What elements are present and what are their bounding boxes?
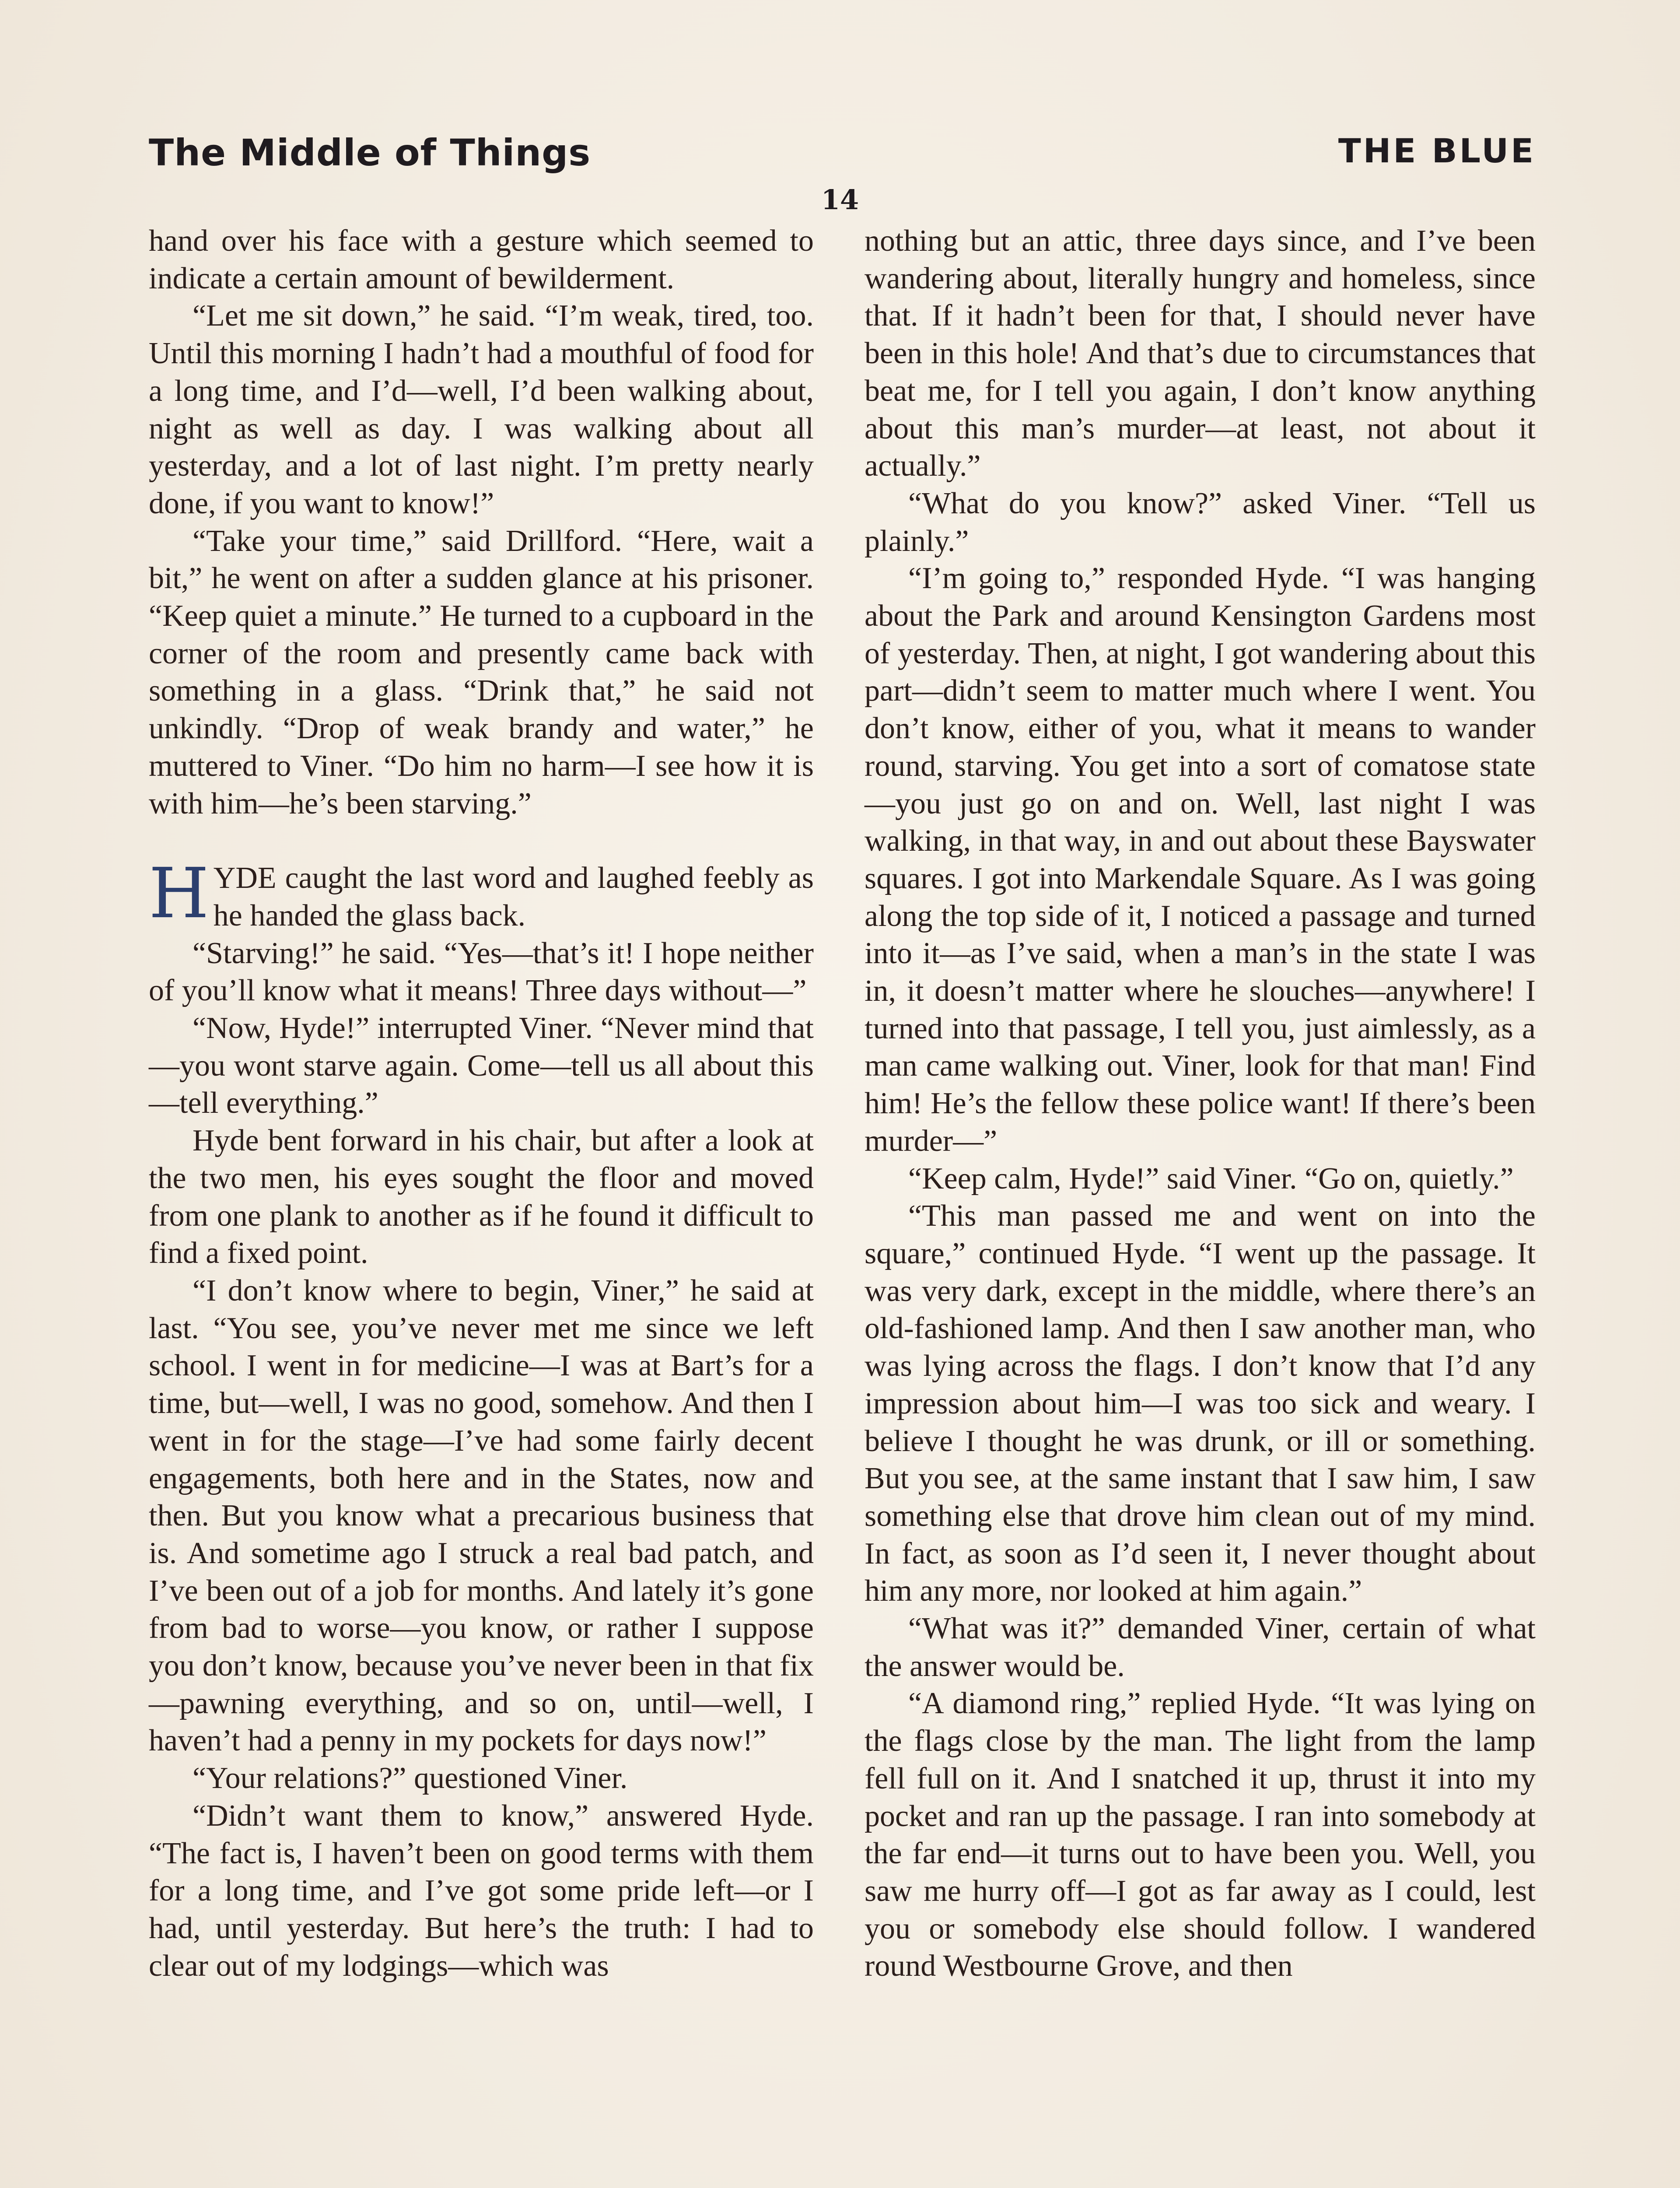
paragraph: Hyde bent forward in his chair, but after a look at the two men, his eyes sought the floor and moved from one plank to another as if he found it difficult to find a fixed point. <box>149 1124 814 1270</box>
paragraph: “What was it?” demanded Viner, certain of what the answer would be. <box>864 1612 1536 1683</box>
paragraph: “A diamond ring,” replied Hyde. “It was lying on the flags close by the man. The light from the lamp fell full on it. And I snatched it up, thrust it into my pocket and ran up the passage. I ran into somebody at the far end—it turns out to have been you. Well, you saw me hurry off—I got as far away as I could, lest you or somebody else should follow. I wandered round Westbourne Grove, and then <box>864 1687 1536 1983</box>
drop-cap-paragraph <box>149 853 814 934</box>
magazine-title: THE BLUE <box>1338 131 1536 170</box>
paragraph: “Let me sit down,” he said. “I’m weak, tired, too. Until this morning I hadn’t had a mouthful of food for a long time, and I’d—well, I’d been walking about, night as well as day. I was walking about all yesterday, and a lot of last night. I’m pretty nearly done, if you want to know!” <box>149 299 814 520</box>
paragraph: “Starving!” he said. “Yes—that’s it! I hope neither of you’ll know what it means! Three days without—” <box>149 936 814 1008</box>
right-column <box>864 222 1536 1985</box>
paragraph: “Take your time,” said Drillford. “Here, wait a bit,” he went on after a sudden glance at his prisoner. “Keep quiet a minute.” He turned to a cupboard in the corner of the room and presently came back with something in a glass. “Drink that,” he said not unkindly. “Drop of weak brandy and water,” he muttered to Viner. “Do him no harm—I see how it is with him—he’s been starving.” <box>149 524 814 820</box>
paragraph: nothing but an attic, three days since, and I’ve been wandering about, literally hungry and homeless, since that. If it hadn’t been for that, I should never have been in this hole! And that’s due to circumstances that beat me, for I tell you again, I don’t know anything about this man’s murder—at least, not about it actually.” <box>864 224 1536 483</box>
paragraph: “I’m going to,” responded Hyde. “I was hanging about the Park and around Kensington Gardens most of yesterday. Then, at night, I got wandering about this part—didn’t seem to matter much where I went. You don’t know, either of you, what it means to wander round, starving. You get into a sort of comatose state—you just go on and on. Well, last night I was walking, in that way, in and out about these Bayswater squares. I got into Markendale Square. As I was going along the top side of it, I noticed a passage and turned into it—as I’ve said, when a man’s in the state I was in, it doesn’t matter where he slouches—anywhere! I turned into that passage, I tell you, just aimlessly, as a man came walking out. Viner, look for that man! Find him! He’s the fellow these police want! If there’s been murder—” <box>864 561 1536 1158</box>
paragraph: hand over his face with a gesture which seemed to indicate a certain amount of bewilderment. <box>149 224 814 295</box>
drop-cap-rest: YDE <box>213 861 276 895</box>
paragraph: “What do you know?” asked Viner. “Tell us plainly.” <box>864 486 1536 558</box>
drop-cap-text: caught the last word and laughed feebly as he handed the glass back. <box>213 861 814 933</box>
paragraph: “Your relations?” questioned Viner. <box>192 1761 628 1795</box>
left-column <box>149 222 814 1985</box>
drop-cap-letter: H <box>149 853 209 934</box>
page-number: 14 <box>821 184 859 216</box>
paragraph: “Now, Hyde!” interrupted Viner. “Never mind that—you wont starve again. Come—tell us all about this—tell everything.” <box>149 1011 814 1120</box>
paragraph: “This man passed me and went on into the square,” continued Hyde. “I went up the passage. It was very dark, except in the middle, where there’s an old-fashioned lamp. And then I saw another man, who was lying across the flags. I don’t know that I’d any impression about him—I was too sick and weary. I believe I thought he was drunk, or ill or something. But you see, at the same instant that I saw him, I saw something else that drove him clean out of my mind. In fact, as soon as I’d seen it, I never thought about him any more, nor looked at him again.” <box>864 1199 1536 1608</box>
paragraph: “Didn’t want them to know,” answered Hyde. “The fact is, I haven’t been on good terms with them for a long time, and I’ve got some pride left—or I had, until yesterday. But here’s the truth: I had to clear out of my lodgings—which was <box>149 1799 814 1983</box>
running-title: The Middle of Things <box>149 131 591 174</box>
paragraph: “Keep calm, Hyde!” said Viner. “Go on, quietly.” <box>908 1161 1514 1196</box>
paragraph: “I don’t know where to begin, Viner,” he said at last. “You see, you’ve never met me since we left school. I went in for medicine—I was at Bart’s for a time, but—well, I was no good, somehow. And then I went in for the stage—I’ve had some fairly decent engagements, both here and in the States, now and then. But you know what a precarious business that is. And sometime ago I struck a real bad patch, and I’ve been out of a job for months. And lately it’s gone from bad to worse—you know, or rather I suppose you don’t know, because you’ve never been in that fix—pawning everything, and so on, until—well, I haven’t had a penny in my pockets for days now!” <box>149 1273 814 1758</box>
